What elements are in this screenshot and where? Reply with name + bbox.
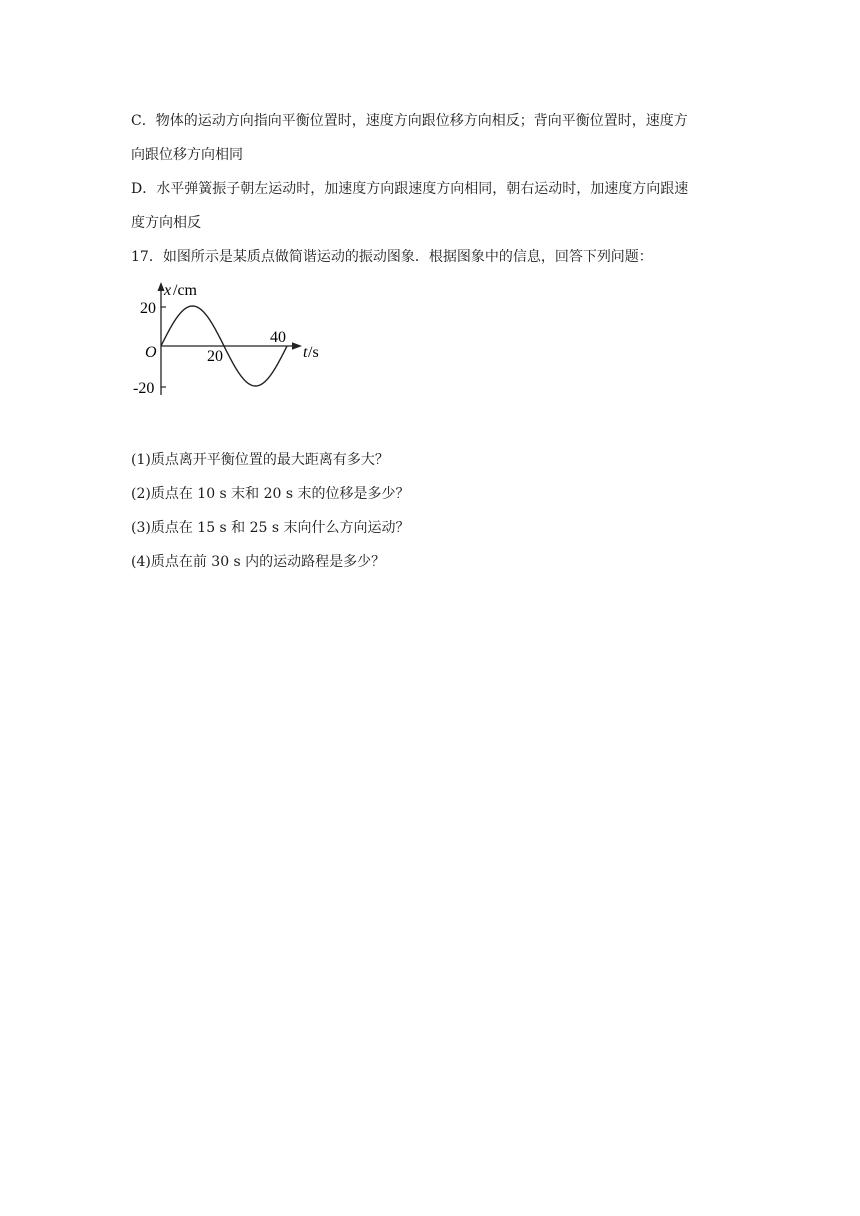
sub-question-3: (3)质点在 15 s 和 25 s 末向什么方向运动？: [131, 520, 410, 536]
y-tick-label-neg20: -20: [133, 380, 155, 397]
option-c-line-2: 向跟位移方向相同: [131, 147, 243, 163]
option-d-line-1: D．水平弹簧振子朝左运动时，加速度方向跟速度方向相同，朝右运动时，加速度方向跟速: [131, 181, 689, 197]
x-tick-label-20: 20: [207, 348, 223, 365]
sub-question-1: (1)质点离开平衡位置的最大距离有多大？: [131, 452, 389, 468]
x-tick-label-40: 40: [270, 329, 286, 346]
sub-question-2: (2)质点在 10 s 末和 20 s 末的位移是多少？: [131, 486, 410, 502]
question-17-stem: 17．如图所示是某质点做简谐运动的振动图象．根据图象中的信息，回答下列问题：: [131, 249, 653, 265]
y-axis-label-var: x: [164, 282, 172, 299]
y-axis-label: /cm: [173, 282, 197, 299]
option-c-line-1: C．物体的运动方向指向平衡位置时，速度方向跟位移方向相反；背向平衡位置时，速度方: [131, 113, 688, 129]
x-axis-label-var: t: [303, 344, 308, 361]
vibration-graph: [128, 278, 338, 408]
x-axis-arrow: [292, 342, 302, 349]
vibration-graph-svg: [128, 278, 338, 408]
x-axis-label: /s: [308, 344, 319, 361]
option-d-line-2: 度方向相反: [131, 215, 201, 231]
y-tick-label-20: 20: [140, 300, 156, 317]
origin-label: O: [145, 344, 157, 361]
sub-question-4: (4)质点在前 30 s 内的运动路程是多少？: [131, 554, 386, 570]
